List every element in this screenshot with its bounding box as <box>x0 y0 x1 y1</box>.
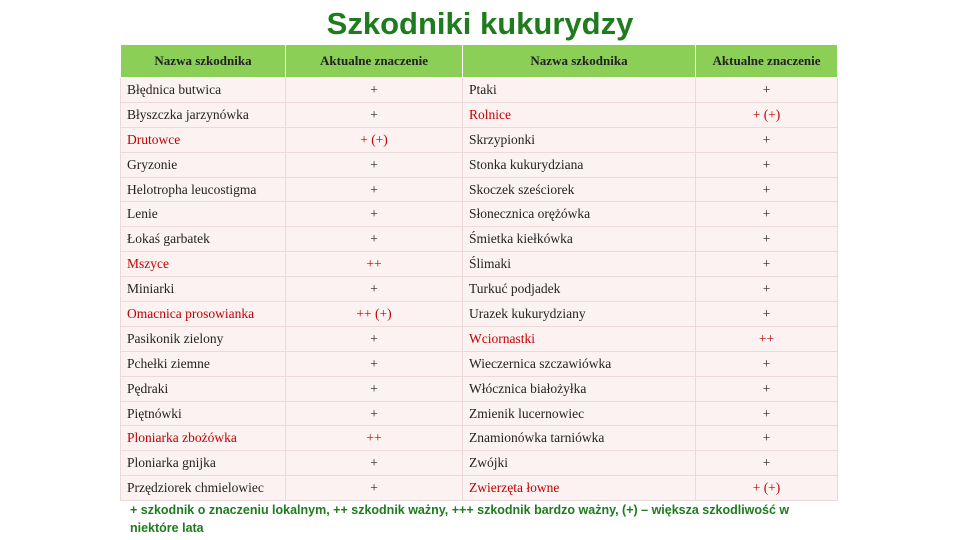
pest-name-cell: Drutowce <box>121 127 286 152</box>
importance-cell: + <box>696 351 838 376</box>
importance-cell: + <box>696 451 838 476</box>
importance-cell: + <box>696 252 838 277</box>
table-row <box>121 476 838 501</box>
pest-name-cell: Zmienik lucernowiec <box>463 401 696 426</box>
importance-cell: ++ <box>286 426 463 451</box>
pest-name-cell: Miniarki <box>121 277 286 302</box>
importance-cell: + <box>286 326 463 351</box>
pest-name-cell: Skoczek sześciorek <box>463 177 696 202</box>
pest-name-cell: Pchełki ziemne <box>121 351 286 376</box>
importance-cell: ++ (+) <box>286 302 463 327</box>
table-row <box>121 401 838 426</box>
table-row <box>121 351 838 376</box>
importance-cell: + <box>696 426 838 451</box>
header-pest-name-1: Nazwa szkodnika <box>121 45 286 78</box>
importance-cell: + <box>696 152 838 177</box>
pest-name-cell: Stonka kukurydziana <box>463 152 696 177</box>
pest-name-cell: Zwierzęta łowne <box>463 476 696 501</box>
pest-name-cell: Wieczernica szczawiówka <box>463 351 696 376</box>
pest-name-cell: Przędziorek chmielowiec <box>121 476 286 501</box>
table-body <box>121 78 838 501</box>
pest-name-cell: Ploniarka zbożówka <box>121 426 286 451</box>
pest-name-cell: Lenie <box>121 202 286 227</box>
pest-name-cell: Piętnówki <box>121 401 286 426</box>
table-row <box>121 252 838 277</box>
pest-table <box>120 44 838 501</box>
importance-cell: + <box>286 351 463 376</box>
pest-name-cell: Rolnice <box>463 102 696 127</box>
pest-name-cell: Słonecznica orężówka <box>463 202 696 227</box>
importance-cell: + (+) <box>696 102 838 127</box>
pest-name-cell: Błędnica butwica <box>121 78 286 103</box>
importance-cell: + <box>696 227 838 252</box>
pest-name-cell: Zwójki <box>463 451 696 476</box>
pest-name-cell: Śmietka kiełkówka <box>463 227 696 252</box>
table-header-row <box>121 45 838 78</box>
table-row <box>121 277 838 302</box>
pest-name-cell: Znamionówka tarniówka <box>463 426 696 451</box>
table-row <box>121 227 838 252</box>
importance-cell: + <box>286 78 463 103</box>
importance-cell: + <box>286 401 463 426</box>
importance-cell: + <box>696 376 838 401</box>
pest-name-cell: Włócznica białożyłka <box>463 376 696 401</box>
importance-cell: ++ <box>286 252 463 277</box>
pest-name-cell: Ślimaki <box>463 252 696 277</box>
importance-cell: + <box>286 476 463 501</box>
pest-name-cell: Łokaś garbatek <box>121 227 286 252</box>
pest-name-cell: Turkuć podjadek <box>463 277 696 302</box>
table-row <box>121 326 838 351</box>
table-row <box>121 202 838 227</box>
table-row <box>121 102 838 127</box>
pest-name-cell: Wciornastki <box>463 326 696 351</box>
importance-cell: + <box>286 376 463 401</box>
table-row <box>121 426 838 451</box>
importance-cell: + <box>696 302 838 327</box>
importance-cell: + <box>696 277 838 302</box>
pest-name-cell: Urazek kukurydziany <box>463 302 696 327</box>
importance-cell: + <box>286 177 463 202</box>
table-row <box>121 376 838 401</box>
pest-name-cell: Ploniarka gnijka <box>121 451 286 476</box>
importance-cell: + <box>286 451 463 476</box>
importance-cell: + <box>696 78 838 103</box>
importance-cell: + <box>696 177 838 202</box>
pest-name-cell: Pędraki <box>121 376 286 401</box>
table-row <box>121 152 838 177</box>
importance-cell: + <box>286 102 463 127</box>
pest-name-cell: Gryzonie <box>121 152 286 177</box>
importance-cell: + <box>696 202 838 227</box>
pest-name-cell: Omacnica prosowianka <box>121 302 286 327</box>
header-pest-name-2: Nazwa szkodnika <box>463 45 696 78</box>
importance-cell: + (+) <box>696 476 838 501</box>
header-importance-1: Aktualne znaczenie <box>286 45 463 78</box>
pest-name-cell: Skrzypionki <box>463 127 696 152</box>
header-importance-2: Aktualne znaczenie <box>696 45 838 78</box>
table-row <box>121 451 838 476</box>
pest-name-cell: Helotropha leucostigma <box>121 177 286 202</box>
table-row <box>121 78 838 103</box>
importance-cell: + <box>286 152 463 177</box>
page-title: Szkodniki kukurydzy <box>326 6 634 41</box>
importance-cell: ++ <box>696 326 838 351</box>
importance-cell: + <box>286 202 463 227</box>
table-row <box>121 127 838 152</box>
importance-cell: + <box>286 227 463 252</box>
pest-name-cell: Mszyce <box>121 252 286 277</box>
pest-name-cell: Pasikonik zielony <box>121 326 286 351</box>
table-row <box>121 302 838 327</box>
importance-cell: + <box>696 127 838 152</box>
table-row <box>121 177 838 202</box>
pest-name-cell: Ptaki <box>463 78 696 103</box>
importance-cell: + <box>286 277 463 302</box>
importance-cell: + <box>696 401 838 426</box>
legend-text: + szkodnik o znaczeniu lokalnym, ++ szkodnik ważny, +++ szkodnik bardzo ważny, (+) – większa szkodliwość w niektóre lata <box>130 503 790 535</box>
importance-cell: + (+) <box>286 127 463 152</box>
pest-name-cell: Błyszczka jarzynówka <box>121 102 286 127</box>
